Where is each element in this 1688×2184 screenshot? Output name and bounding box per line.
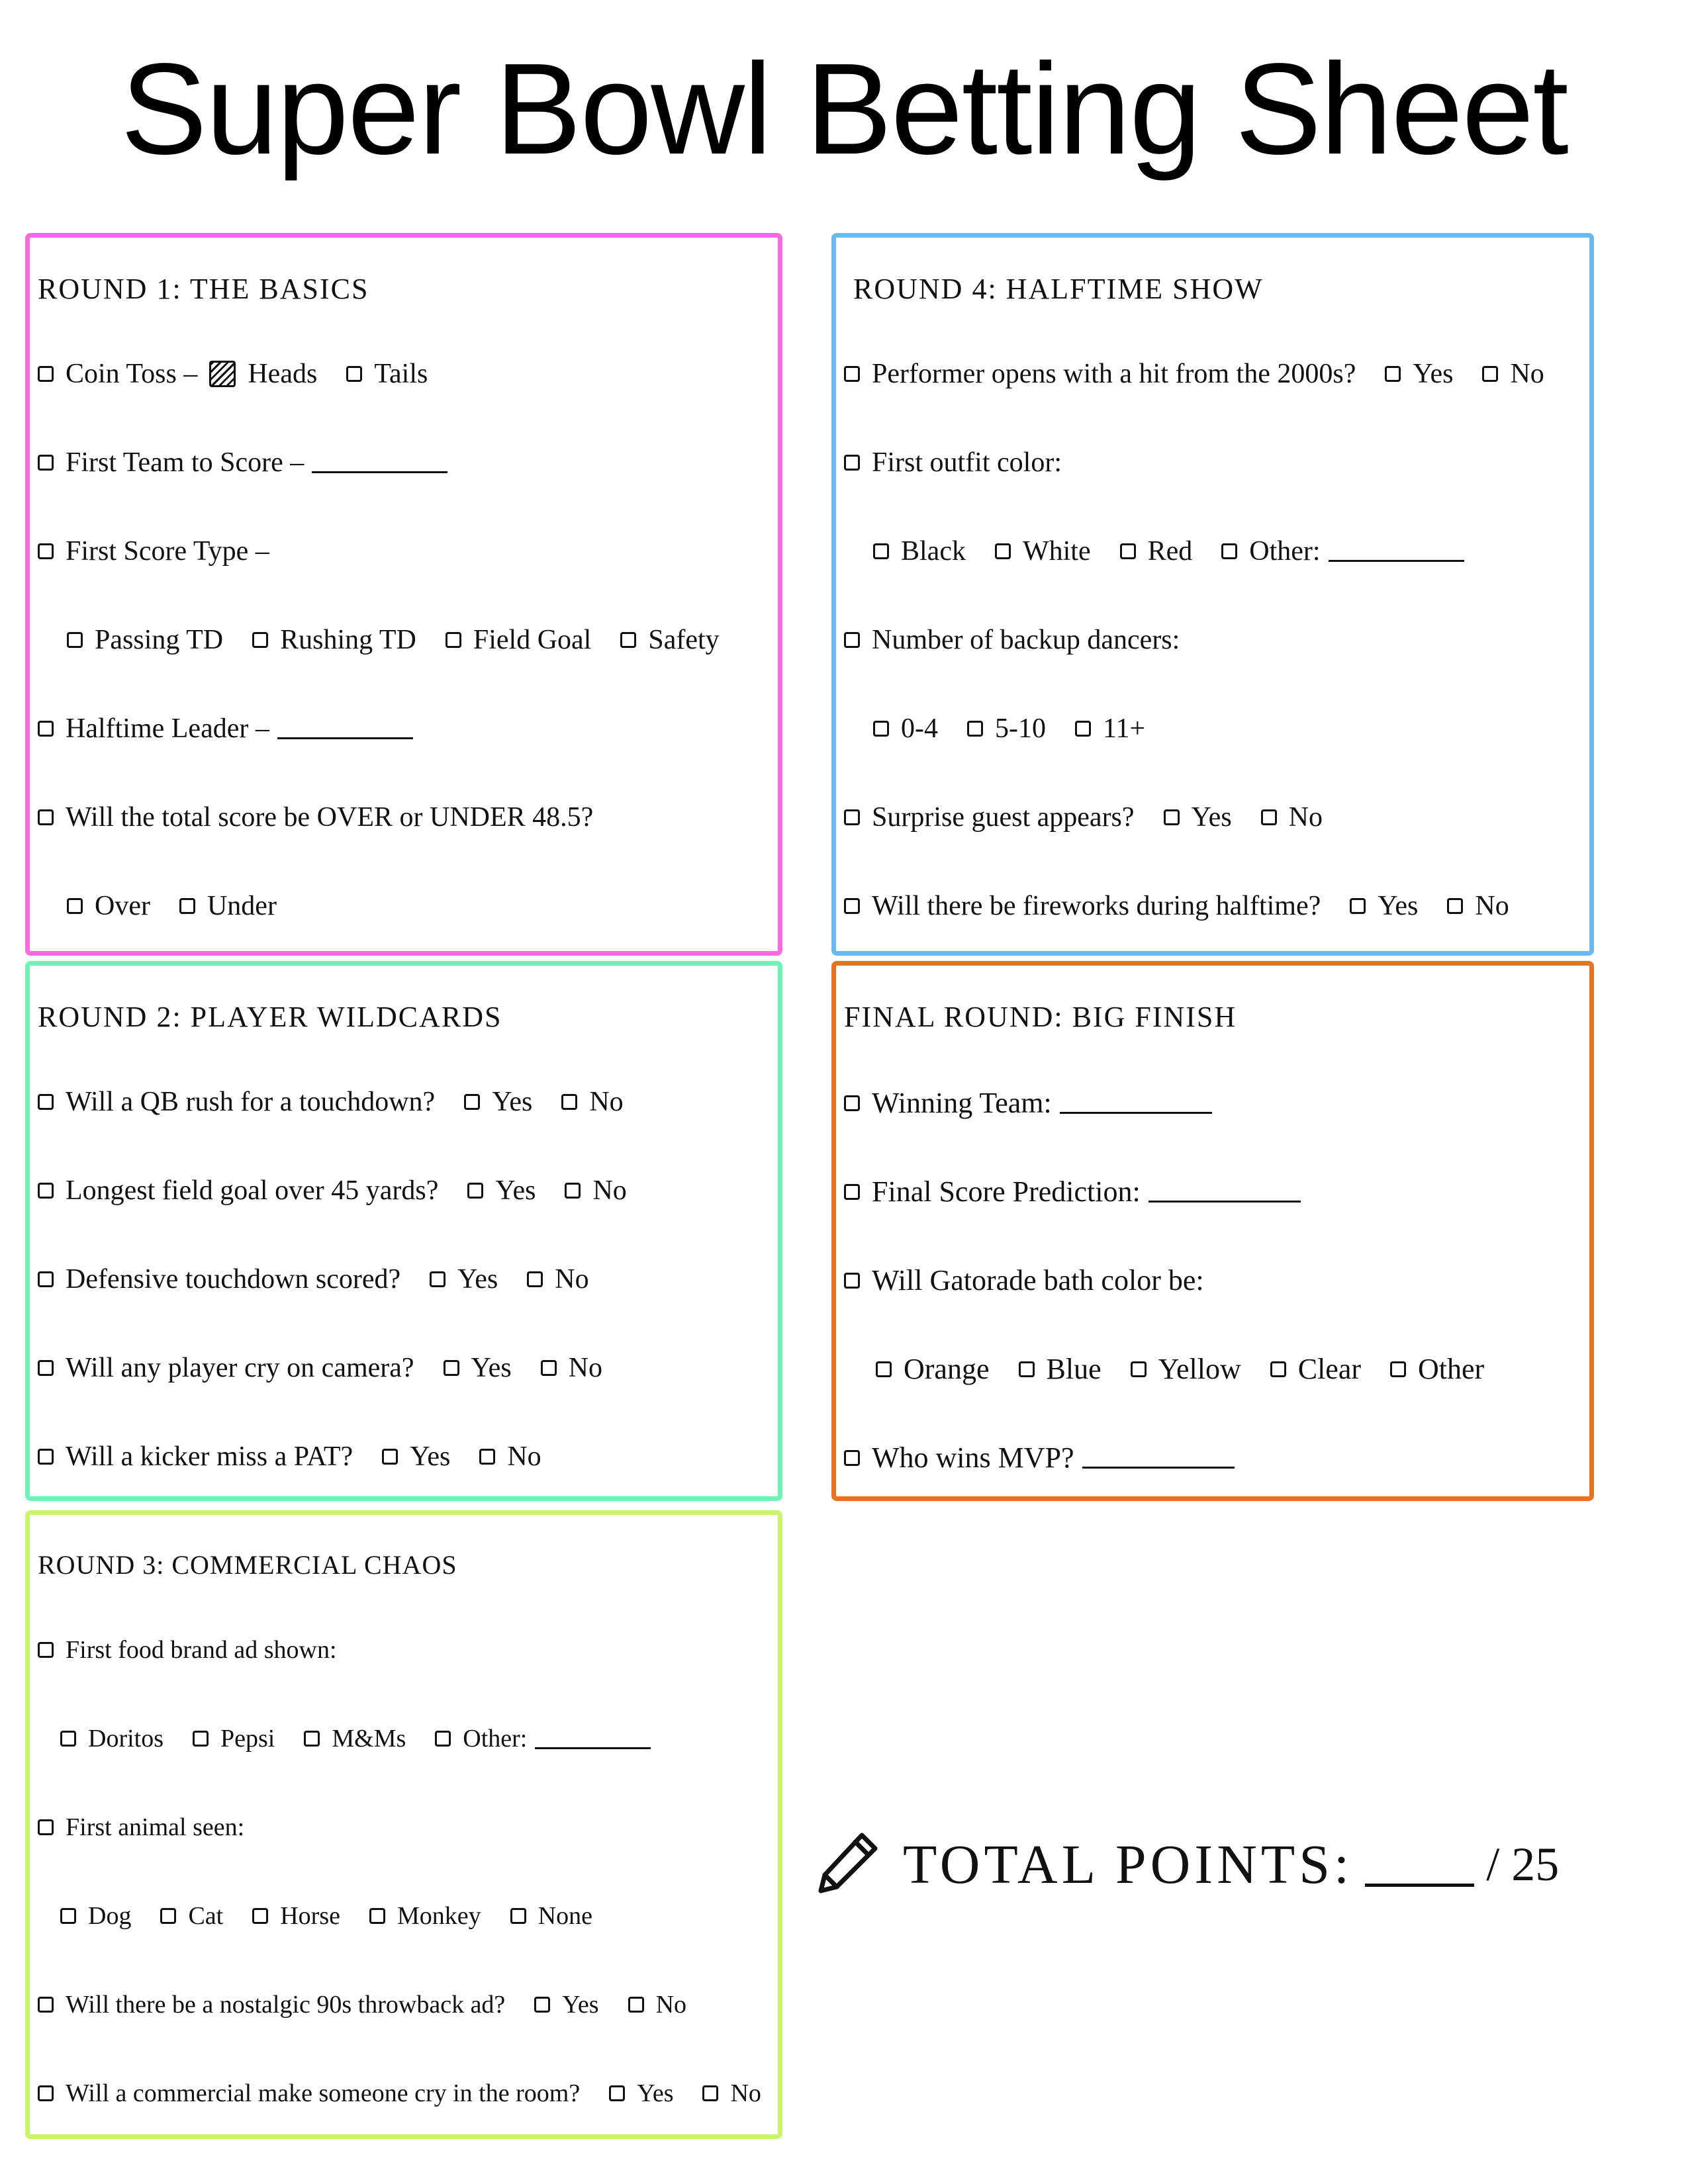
none-checkbox[interactable] [510, 1908, 526, 1924]
page-title: Super Bowl Betting Sheet [120, 36, 1568, 181]
q5-label: Will a kicker miss a PAT? [66, 1441, 353, 1472]
q4-checkbox[interactable] [38, 1360, 54, 1376]
black-checkbox[interactable] [873, 543, 889, 559]
fireworks-yes-checkbox[interactable] [1350, 898, 1366, 914]
q2-no-label: No [592, 1175, 627, 1206]
final-score-checkbox[interactable] [844, 1184, 860, 1200]
q1-no-checkbox[interactable] [561, 1094, 577, 1110]
score-type-options [67, 624, 720, 656]
opens-with-row [844, 358, 1544, 390]
cry-no-label: No [730, 2079, 761, 2107]
cry-checkbox[interactable] [38, 2085, 54, 2101]
coin-toss-row [38, 358, 428, 390]
throwback-checkbox[interactable] [38, 1997, 54, 2013]
red-checkbox[interactable] [1120, 543, 1136, 559]
horse-label: Horse [280, 1902, 340, 1930]
q4-no-checkbox[interactable] [541, 1360, 557, 1376]
pencil-icon [814, 1830, 880, 1899]
q3-label: Defensive touchdown scored? [66, 1264, 401, 1295]
round2-question-1 [38, 1086, 624, 1118]
q2-no-checkbox[interactable] [565, 1183, 581, 1199]
round3-box [25, 1510, 782, 2139]
total-points-label: TOTAL POINTS: [903, 1834, 1354, 1895]
dancers-0-4-label: 0-4 [901, 713, 938, 744]
mms-option[interactable] [304, 1724, 406, 1753]
q1-no-option[interactable] [561, 1086, 623, 1118]
opens-with-label: Performer opens with a hit from the 2000s? [872, 359, 1356, 389]
under-option[interactable] [179, 890, 277, 922]
throwback-yes-option[interactable] [534, 1990, 598, 2019]
first-team-blank[interactable] [312, 471, 447, 473]
first-team-checkbox[interactable] [38, 455, 54, 471]
guest-checkbox[interactable] [844, 809, 860, 825]
cry-no-checkbox[interactable] [702, 2085, 718, 2101]
safety-checkbox[interactable] [620, 632, 636, 648]
none-label: None [538, 1902, 592, 1930]
clear-checkbox[interactable] [1270, 1361, 1286, 1377]
guest-yes-option[interactable] [1164, 801, 1232, 833]
first-score-type-label: First Score Type – [66, 536, 269, 567]
coin-toss-label: Coin Toss – [66, 359, 198, 389]
clear-label: Clear [1297, 1353, 1362, 1385]
opens-yes-option[interactable] [1385, 358, 1453, 390]
dancers-0-4-option[interactable] [873, 713, 938, 745]
orange-label: Orange [904, 1353, 990, 1385]
heads-checkbox-checked[interactable] [209, 361, 236, 387]
throwback-yes-checkbox[interactable] [534, 1997, 550, 2013]
q2-checkbox[interactable] [38, 1183, 54, 1199]
cry-row [38, 2079, 761, 2108]
horse-option[interactable] [252, 1901, 340, 1931]
opens-no-label: No [1510, 359, 1544, 389]
q4-yes-option[interactable] [444, 1352, 512, 1384]
rushing-td-option[interactable] [252, 624, 416, 656]
first-score-type-checkbox[interactable] [38, 543, 54, 559]
q2-label: Longest field goal over 45 yards? [66, 1175, 439, 1206]
q5-yes-label: Yes [410, 1441, 451, 1472]
q5-no-checkbox[interactable] [479, 1449, 495, 1465]
round4-heading: ROUND 4: HALFTIME SHOW [853, 273, 1264, 305]
outfit-row [844, 447, 1062, 478]
dancers-0-4-checkbox[interactable] [873, 721, 889, 737]
q1-label: Will a QB rush for a touchdown? [66, 1087, 436, 1117]
throwback-no-label: No [655, 1991, 687, 2019]
white-checkbox[interactable] [995, 543, 1011, 559]
rushing-td-label: Rushing TD [280, 625, 416, 655]
opens-no-option[interactable] [1482, 358, 1544, 390]
food-options [60, 1724, 651, 1753]
final-heading: FINAL ROUND: BIG FINISH [844, 1001, 1237, 1033]
blue-label: Blue [1046, 1353, 1102, 1385]
q2-yes-checkbox[interactable] [467, 1183, 483, 1199]
round2-box [25, 961, 782, 1501]
mvp-label: Who wins MVP? [872, 1441, 1074, 1474]
q3-no-option[interactable] [527, 1263, 588, 1295]
over-option[interactable] [67, 890, 150, 922]
throwback-no-option[interactable] [628, 1990, 686, 2019]
black-label: Black [901, 536, 966, 567]
first-score-type-row [38, 535, 269, 567]
winning-team-blank[interactable] [1060, 1111, 1212, 1114]
food-ad-row [38, 1635, 337, 1664]
q1-yes-option[interactable] [464, 1086, 532, 1118]
q2-yes-label: Yes [495, 1175, 536, 1206]
fireworks-no-label: No [1475, 891, 1509, 921]
yellow-label: Yellow [1158, 1353, 1241, 1385]
q3-no-checkbox[interactable] [527, 1271, 543, 1287]
q1-no-label: No [589, 1087, 624, 1117]
mms-checkbox[interactable] [304, 1731, 320, 1747]
fireworks-row [844, 890, 1509, 922]
dancers-label: Number of backup dancers: [872, 625, 1180, 655]
heads-option[interactable] [209, 358, 317, 390]
fireworks-no-option[interactable] [1447, 890, 1509, 922]
guest-no-checkbox[interactable] [1261, 809, 1277, 825]
under-checkbox[interactable] [179, 898, 195, 914]
outfit-checkbox[interactable] [844, 455, 860, 471]
q1-checkbox[interactable] [38, 1094, 54, 1110]
dog-checkbox[interactable] [60, 1908, 76, 1924]
q2-no-option[interactable] [565, 1175, 626, 1206]
q3-yes-checkbox[interactable] [430, 1271, 445, 1287]
fireworks-no-checkbox[interactable] [1447, 898, 1463, 914]
animal-row [38, 1813, 244, 1842]
guest-yes-checkbox[interactable] [1164, 809, 1180, 825]
fireworks-yes-option[interactable] [1350, 890, 1418, 922]
monkey-option[interactable] [369, 1901, 481, 1931]
q4-yes-label: Yes [471, 1353, 512, 1383]
cry-yes-label: Yes [637, 2079, 674, 2107]
q2-yes-option[interactable] [467, 1175, 536, 1206]
black-option[interactable] [873, 535, 966, 567]
total-points-blank[interactable] [1365, 1883, 1474, 1887]
q4-label: Will any player cry on camera? [66, 1353, 414, 1383]
horse-checkbox[interactable] [252, 1908, 268, 1924]
none-option[interactable] [510, 1901, 592, 1931]
food-other-label: Other: [463, 1725, 528, 1752]
winning-team-label: Winning Team: [872, 1087, 1052, 1119]
round4-box [831, 233, 1594, 956]
animal-label: First animal seen: [66, 1813, 245, 1841]
gatorade-other-option[interactable] [1390, 1352, 1484, 1386]
q4-yes-checkbox[interactable] [444, 1360, 459, 1376]
round2-question-4 [38, 1352, 602, 1384]
cry-no-option[interactable] [702, 2079, 761, 2108]
q1-yes-checkbox[interactable] [464, 1094, 480, 1110]
cat-checkbox[interactable] [160, 1908, 176, 1924]
pepsi-checkbox[interactable] [193, 1731, 209, 1747]
food-other-blank[interactable] [535, 1747, 651, 1749]
under-label: Under [207, 891, 277, 921]
q3-no-label: No [555, 1264, 589, 1295]
fireworks-checkbox[interactable] [844, 898, 860, 914]
q5-checkbox[interactable] [38, 1449, 54, 1465]
food-other-checkbox[interactable] [435, 1731, 451, 1747]
opens-yes-label: Yes [1413, 359, 1454, 389]
dancers-11-checkbox[interactable] [1075, 721, 1091, 737]
clear-option[interactable] [1270, 1352, 1361, 1386]
winning-team-checkbox[interactable] [844, 1095, 860, 1111]
q5-yes-option[interactable] [382, 1441, 450, 1473]
opens-no-checkbox[interactable] [1482, 366, 1498, 382]
cry-label: Will a commercial make someone cry in the room? [66, 2079, 581, 2107]
dancers-5-10-option[interactable] [967, 713, 1046, 745]
halftime-leader-row [38, 713, 413, 745]
q1-yes-label: Yes [492, 1087, 533, 1117]
dancers-row [844, 624, 1180, 656]
round2-question-2 [38, 1175, 627, 1206]
q3-yes-option[interactable] [430, 1263, 498, 1295]
yellow-option[interactable] [1131, 1352, 1241, 1386]
field-goal-label: Field Goal [473, 625, 592, 655]
mvp-blank[interactable] [1082, 1466, 1235, 1469]
gatorade-options [876, 1352, 1484, 1386]
red-option[interactable] [1120, 535, 1193, 567]
gatorade-other-label: Other [1418, 1353, 1485, 1385]
doritos-label: Doritos [88, 1725, 164, 1752]
safety-label: Safety [648, 625, 720, 655]
round3-heading: ROUND 3: COMMERCIAL CHAOS [38, 1550, 457, 1580]
white-label: White [1022, 536, 1091, 567]
fireworks-yes-label: Yes [1378, 891, 1419, 921]
mvp-checkbox[interactable] [844, 1450, 860, 1466]
over-under-row [38, 801, 593, 833]
winning-team-row [844, 1086, 1212, 1120]
mvp-row [844, 1441, 1235, 1475]
outfit-other-label: Other: [1249, 536, 1321, 567]
dancers-5-10-checkbox[interactable] [967, 721, 983, 737]
outfit-other-checkbox[interactable] [1221, 543, 1237, 559]
q4-no-label: No [568, 1353, 603, 1383]
round2-heading: ROUND 2: PLAYER WILDCARDS [38, 1001, 502, 1033]
outfit-other-blank[interactable] [1329, 559, 1464, 562]
over-under-checkbox[interactable] [38, 809, 54, 825]
first-team-label: First Team to Score – [66, 447, 305, 478]
tails-checkbox[interactable] [346, 366, 362, 382]
red-label: Red [1147, 536, 1193, 567]
dog-option[interactable] [60, 1901, 131, 1931]
outfit-options [873, 535, 1464, 567]
dancers-checkbox[interactable] [844, 632, 860, 648]
round1-box [25, 233, 782, 956]
cry-yes-checkbox[interactable] [609, 2085, 625, 2101]
coin-toss-checkbox[interactable] [38, 366, 54, 382]
safety-option[interactable] [620, 624, 719, 656]
gatorade-checkbox[interactable] [844, 1273, 860, 1289]
orange-checkbox[interactable] [876, 1361, 892, 1377]
tails-option[interactable] [346, 358, 428, 390]
final-score-label: Final Score Prediction: [872, 1175, 1141, 1208]
final-score-row [844, 1175, 1301, 1208]
dog-label: Dog [88, 1902, 132, 1930]
q5-no-option[interactable] [479, 1441, 541, 1473]
pepsi-label: Pepsi [220, 1725, 275, 1752]
throwback-yes-label: Yes [562, 1991, 599, 2019]
round1-heading: ROUND 1: THE BASICS [38, 273, 369, 305]
total-points-max: / 25 [1486, 1838, 1560, 1891]
doritos-option[interactable] [60, 1724, 164, 1753]
outfit-other-option[interactable] [1221, 535, 1464, 567]
over-under-label: Will the total score be OVER or UNDER 48.5? [66, 802, 594, 833]
gatorade-row [844, 1263, 1204, 1297]
passing-td-option[interactable] [67, 624, 223, 656]
orange-option[interactable] [876, 1352, 990, 1386]
tails-label: Tails [374, 359, 428, 389]
animal-options [60, 1901, 592, 1931]
halftime-leader-label: Halftime Leader – [66, 713, 269, 744]
opens-with-checkbox[interactable] [844, 366, 860, 382]
gatorade-label: Will Gatorade bath color be: [872, 1264, 1204, 1297]
cat-option[interactable] [160, 1901, 223, 1931]
throwback-no-checkbox[interactable] [628, 1997, 644, 2013]
final-score-blank[interactable] [1149, 1200, 1301, 1203]
dancers-11-label: 11+ [1103, 713, 1146, 744]
heads-label: Heads [248, 359, 318, 389]
round2-question-3 [38, 1263, 589, 1295]
white-option[interactable] [995, 535, 1091, 567]
guest-row [844, 801, 1323, 833]
cry-yes-option[interactable] [609, 2079, 673, 2108]
blue-checkbox[interactable] [1019, 1361, 1035, 1377]
food-ad-label: First food brand ad shown: [66, 1636, 337, 1664]
gatorade-other-checkbox[interactable] [1390, 1361, 1406, 1377]
monkey-checkbox[interactable] [369, 1908, 385, 1924]
q5-yes-checkbox[interactable] [382, 1449, 398, 1465]
passing-td-checkbox[interactable] [67, 632, 83, 648]
opens-yes-checkbox[interactable] [1385, 366, 1401, 382]
q3-yes-label: Yes [457, 1264, 498, 1295]
total-points [814, 1830, 1559, 1899]
monkey-label: Monkey [397, 1902, 481, 1930]
guest-no-option[interactable] [1261, 801, 1323, 833]
q3-checkbox[interactable] [38, 1271, 54, 1287]
round2-question-5 [38, 1441, 541, 1473]
pepsi-option[interactable] [193, 1724, 275, 1753]
over-under-options [67, 890, 277, 922]
q5-no-label: No [507, 1441, 541, 1472]
final-round-box [831, 961, 1594, 1501]
over-label: Over [95, 891, 150, 921]
passing-td-label: Passing TD [95, 625, 224, 655]
dancers-5-10-label: 5-10 [995, 713, 1046, 744]
halftime-leader-checkbox[interactable] [38, 721, 54, 737]
blue-option[interactable] [1019, 1352, 1102, 1386]
food-other-option[interactable] [435, 1724, 651, 1753]
guest-no-label: No [1288, 802, 1323, 833]
cat-label: Cat [188, 1902, 224, 1930]
food-ad-checkbox[interactable] [38, 1642, 54, 1658]
dancers-11-option[interactable] [1075, 713, 1145, 745]
mms-label: M&Ms [332, 1725, 406, 1752]
field-goal-option[interactable] [445, 624, 591, 656]
animal-checkbox[interactable] [38, 1819, 54, 1835]
throwback-row [38, 1990, 686, 2019]
doritos-checkbox[interactable] [60, 1731, 76, 1747]
guest-yes-label: Yes [1191, 802, 1232, 833]
over-checkbox[interactable] [67, 898, 83, 914]
dancer-options [873, 713, 1145, 745]
outfit-label: First outfit color: [872, 447, 1062, 478]
q4-no-option[interactable] [541, 1352, 602, 1384]
first-team-row [38, 447, 447, 478]
guest-label: Surprise guest appears? [872, 802, 1135, 833]
rushing-td-checkbox[interactable] [252, 632, 268, 648]
yellow-checkbox[interactable] [1131, 1361, 1147, 1377]
halftime-leader-blank[interactable] [277, 737, 413, 739]
throwback-label: Will there be a nostalgic 90s throwback ad? [66, 1991, 506, 2019]
field-goal-checkbox[interactable] [445, 632, 461, 648]
fireworks-label: Will there be fireworks during halftime? [872, 891, 1321, 921]
